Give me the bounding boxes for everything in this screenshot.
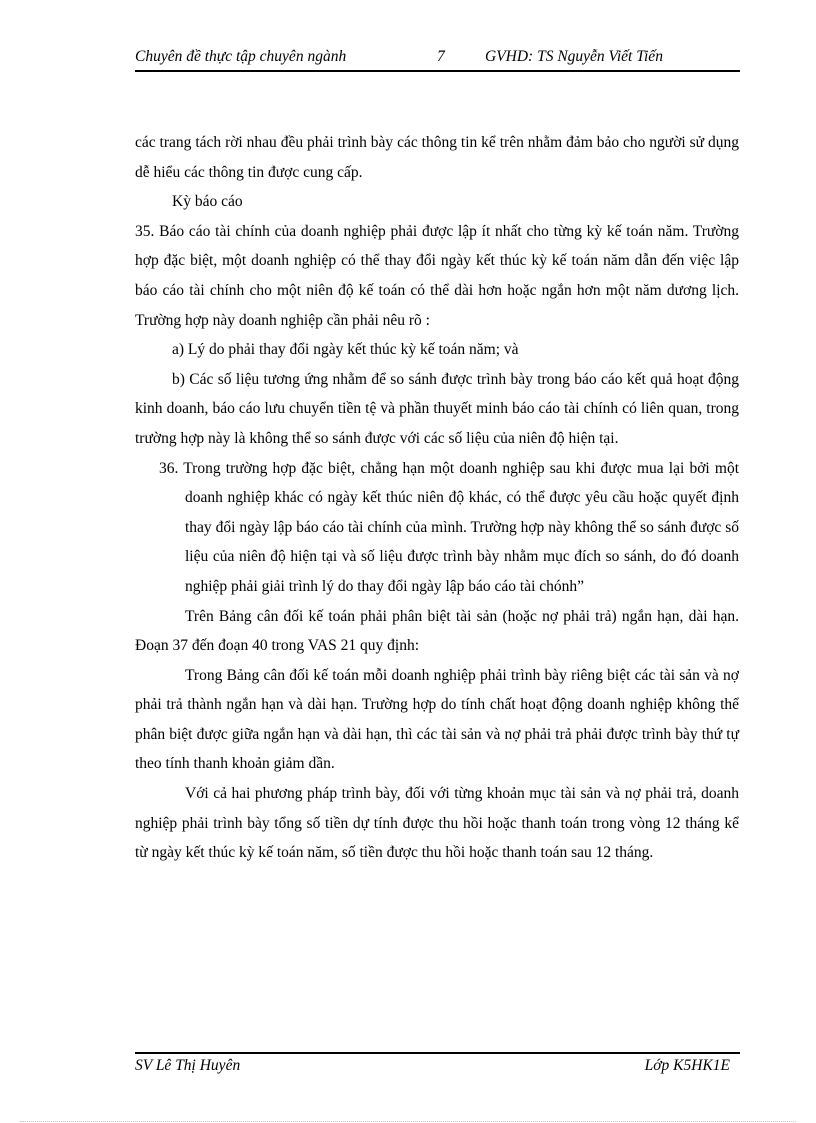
header-title: Chuyên đề thực tập chuyên ngành xyxy=(135,48,347,65)
paragraph-36: 36. Trong trường hợp đặc biệt, chẳng hạn một doanh nghiệp sau khi được mua lại bởi một doanh nghiệp khác có ngày kết thúc niên độ khác, có thể được yêu cầu hoặc quyết định thay đổi ngày lập báo cáo tài chính của mình. Trường hợp này không thể so sánh được số liệu của niên độ hiện tại và số liệu được trình bày nhằm mục đích so sánh, do đó doanh nghiệp phải giải trình lý do thay đổi ngày lập báo cáo tài chónh” xyxy=(159,459,739,595)
paragraph-continuation: các trang tách rời nhau đều phải trình bày các thông tin kể trên nhằm đảm bảo cho người sử dụng dễ hiểu các thông tin được cung cấp. xyxy=(135,134,739,181)
page-header xyxy=(135,48,740,68)
footer-student: SV Lê Thị Huyên xyxy=(135,1057,241,1074)
paragraph-presentation-methods: Với cả hai phương pháp trình bày, đối với từng khoản mục tài sản và nợ phải trả, doanh nghiệp phải trình bày tổng số tiền dự tính được thu hồi hoặc thanh toán trong vòng 12 tháng kể từ ngày kết thúc kỳ kế toán năm, số tiền được thu hồi hoặc thanh toán sau 12 tháng. xyxy=(135,785,739,862)
paragraph-35: 35. Báo cáo tài chính của doanh nghiệp phải được lập ít nhất cho từng kỳ kế toán năm. Trường hợp đặc biệt, một doanh nghiệp có thể thay đổi ngày kết thúc kỳ kế toán năm dẫn đến việc lập báo cáo tài chính cho một niên độ kế toán có thể dài hơn hoặc ngắn hơn một năm dương lịch. Trường hợp này doanh nghiệp cần phải nêu rõ : xyxy=(135,222,739,329)
paragraph-classification: Trong Bảng cân đối kế toán mỗi doanh nghiệp phải trình bày riêng biệt các tài sản và nợ phải trả thành ngắn hạn và dài hạn. Trường hợp do tính chất hoạt động doanh nghiệp không thể phân biệt được giữa ngắn hạn và dài hạn, thì các tài sản và nợ phải trả phải được trình bày thứ tự theo tính thanh khoản giảm dần. xyxy=(135,666,739,773)
header-rule xyxy=(135,70,740,72)
list-item-a: a) Lý do phải thay đổi ngày kết thúc kỳ kế toán năm; và xyxy=(172,341,519,359)
footer-class: Lớp K5HK1E xyxy=(644,1057,730,1074)
section-heading-reporting-period: Kỳ báo cáo xyxy=(172,193,243,211)
page-bottom-edge xyxy=(20,1121,796,1122)
list-item-b: b) Các số liệu tương ứng nhằm để so sánh được trình bày trong báo cáo kết quả hoạt động kinh doanh, báo cáo lưu chuyển tiền tệ và phần thuyết minh báo cáo tài chính có liên quan, trong trường hợp này là không thể so sánh được với các số liệu của niên độ hiện tại. xyxy=(135,370,739,447)
page-number: 7 xyxy=(437,48,445,65)
paragraph-balance-sheet: Trên Bảng cân đối kế toán phải phân biệt tài sản (hoặc nợ phải trả) ngắn hạn, dài hạn. Đoạn 37 đến đoạn 40 trong VAS 21 quy định: xyxy=(135,607,739,655)
header-advisor: GVHD: TS Nguyễn Viết Tiến xyxy=(485,48,663,65)
document-body xyxy=(135,128,739,868)
page-footer xyxy=(135,1057,740,1077)
footer-rule xyxy=(135,1052,740,1054)
